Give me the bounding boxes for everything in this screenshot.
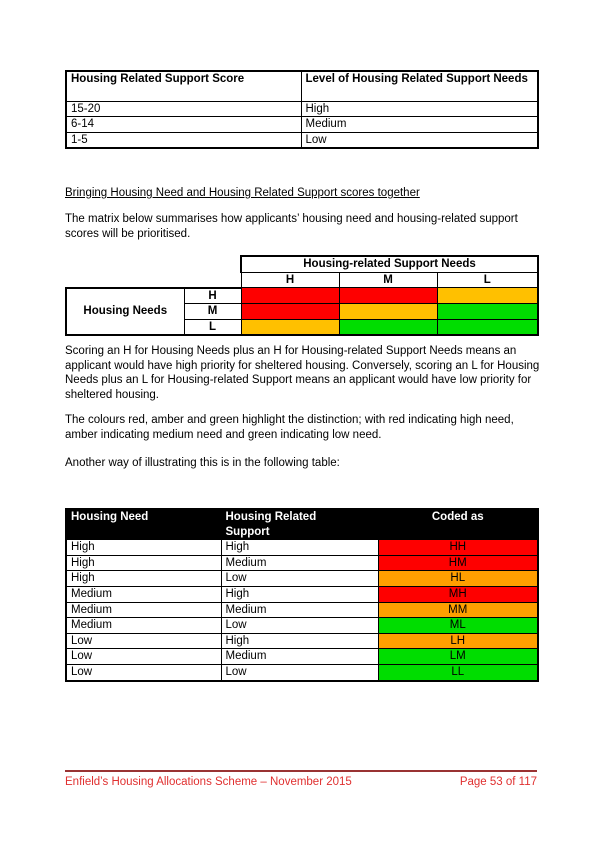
- coded-as-cell: ML: [378, 618, 538, 634]
- paragraph-another-way: Another way of illustrating this is in the following table:: [65, 457, 340, 469]
- matrix-subheader-row: [66, 272, 538, 288]
- table-row: [66, 618, 538, 634]
- column-header-coded-as: Coded as: [378, 509, 538, 540]
- coded-as-cell: LL: [378, 664, 538, 680]
- matrix-cell: [437, 319, 538, 335]
- support-score-table: [65, 70, 539, 149]
- paragraph-scoring: Scoring an H for Housing Needs plus an H for Housing-related Support Needs means an applicant would have high priority for sheltered housing. Conversely, scoring an L for Housing Needs plus an L for Housing-related Support means an applicant would have low priority for sheltered housing.: [65, 345, 540, 401]
- coded-table-header-row: [66, 509, 538, 540]
- table-cell: 15-20: [66, 101, 301, 117]
- coded-as-cell: MH: [378, 586, 538, 602]
- table-header-row: [66, 71, 538, 101]
- column-header-housing-related-support: [221, 509, 378, 540]
- coded-as-cell: HM: [378, 555, 538, 571]
- housing-related-support-cell: Low: [221, 571, 378, 587]
- page-footer: [65, 770, 537, 790]
- table-row: [66, 101, 538, 117]
- housing-need-cell: Medium: [66, 586, 221, 602]
- footer-page-number: Page 53 of 117: [459, 776, 537, 788]
- table-row: [66, 540, 538, 556]
- table-row: [66, 586, 538, 602]
- housing-need-cell: Medium: [66, 602, 221, 618]
- matrix-cell: [437, 288, 538, 304]
- matrix-row-group-header: Housing Needs: [66, 288, 184, 336]
- coded-as-cell: HH: [378, 540, 538, 556]
- table-cell: 6-14: [66, 117, 301, 133]
- table-cell: High: [301, 101, 538, 117]
- footer-document-title: Enfield’s Housing Allocations Scheme – November 2015: [65, 776, 352, 788]
- matrix-row: [66, 288, 538, 304]
- column-header-label: Housing Related Support: [225, 511, 317, 538]
- matrix-cell: [241, 319, 339, 335]
- column-header-housing-need: Housing Need: [66, 509, 221, 540]
- matrix-row-label-l: L: [184, 319, 241, 335]
- housing-need-cell: Low: [66, 649, 221, 665]
- matrix-col-label-m: M: [339, 272, 437, 288]
- table-cell: Low: [301, 132, 538, 148]
- paragraph-intro: The matrix below summarises how applicants’ housing need and housing-related support scores will be prioritised.: [65, 213, 518, 240]
- matrix-cell: [339, 304, 437, 320]
- housing-related-support-cell: Medium: [221, 555, 378, 571]
- coded-as-cell: HL: [378, 571, 538, 587]
- housing-related-support-cell: Medium: [221, 649, 378, 665]
- table-row: [66, 117, 538, 133]
- column-header-level-of-needs: Level of Housing Related Support Needs: [301, 71, 538, 101]
- column-header-support-score: Housing Related Support Score: [66, 71, 301, 101]
- housing-need-cell: Low: [66, 664, 221, 680]
- housing-need-cell: Low: [66, 633, 221, 649]
- coded-as-cell: LH: [378, 633, 538, 649]
- housing-related-support-cell: High: [221, 633, 378, 649]
- housing-related-support-cell: Low: [221, 618, 378, 634]
- table-row: [66, 602, 538, 618]
- housing-related-support-cell: High: [221, 586, 378, 602]
- table-row: [66, 633, 538, 649]
- matrix-cell: [241, 288, 339, 304]
- table-row: [66, 132, 538, 148]
- matrix-blank-cell: [66, 272, 241, 288]
- table-row: [66, 555, 538, 571]
- housing-related-support-cell: High: [221, 540, 378, 556]
- matrix-cell: [339, 319, 437, 335]
- housing-need-cell: High: [66, 571, 221, 587]
- matrix-row-label-m: M: [184, 304, 241, 320]
- matrix-col-label-l: L: [437, 272, 538, 288]
- matrix-group-header-row: [66, 256, 538, 272]
- paragraph-colours: The colours red, amber and green highlight the distinction; with red indicating high need, amber indicating medium need and green indicating low need.: [65, 414, 514, 441]
- coded-as-cell: LM: [378, 649, 538, 665]
- table-row: [66, 664, 538, 680]
- housing-related-support-cell: Medium: [221, 602, 378, 618]
- section-heading: Bringing Housing Need and Housing Related Support scores together: [65, 187, 420, 199]
- housing-need-cell: High: [66, 555, 221, 571]
- housing-need-cell: High: [66, 540, 221, 556]
- table-row: [66, 649, 538, 665]
- table-cell: Medium: [301, 117, 538, 133]
- matrix-col-label-h: H: [241, 272, 339, 288]
- coded-as-cell: MM: [378, 602, 538, 618]
- matrix-cell: [437, 304, 538, 320]
- priority-matrix-table: [65, 255, 539, 336]
- matrix-column-group-header: Housing-related Support Needs: [241, 256, 538, 272]
- coded-as-table: [65, 508, 539, 682]
- table-row: [66, 571, 538, 587]
- housing-related-support-cell: Low: [221, 664, 378, 680]
- matrix-row-label-h: H: [184, 288, 241, 304]
- table-cell: 1-5: [66, 132, 301, 148]
- matrix-blank-cell: [66, 256, 241, 272]
- matrix-cell: [241, 304, 339, 320]
- housing-need-cell: Medium: [66, 618, 221, 634]
- matrix-cell: [339, 288, 437, 304]
